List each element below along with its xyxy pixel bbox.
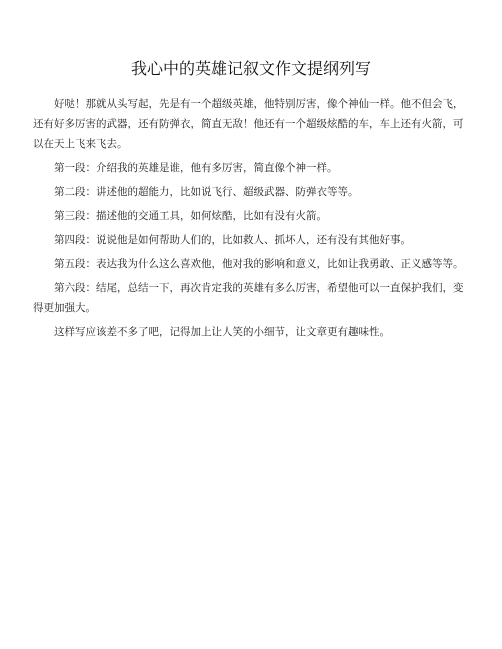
- document-title: 我心中的英雄记叙文作文提纲列写: [130, 59, 371, 78]
- intro-paragraph: 好哒！那就从头写起，先是有一个超级英雄，他特别厉害，像个神仙一样。他不但会飞，还有好多厉害的武器，还有防弹衣，简直无敌！他还有一个超级炫酷的车，车上还有火箭，可以在天上飞来飞去。: [33, 98, 464, 150]
- paragraph-1: 第一段：介绍我的英雄是谁，他有多厉害，简直像个神一样。: [54, 162, 338, 174]
- closing-paragraph: 这样写应该差不多了吧，记得加上让人笑的小细节，让文章更有趣味性。: [54, 326, 390, 338]
- paragraph-4: 第四段：说说他是如何帮助人们的，比如救人、抓坏人，还有没有其他好事。: [54, 234, 411, 246]
- paragraph-6: 第六段：结尾，总结一下，再次肯定我的英雄有多么厉害，希望他可以一直保护我们，变得更加强大。: [33, 282, 464, 314]
- paragraph-2: 第二段：讲述他的超能力，比如说飞行、超级武器、防弹衣等等。: [54, 186, 359, 198]
- paragraph-3: 第三段：描述他的交通工具，如何炫酷，比如有没有火箭。: [54, 210, 327, 222]
- paragraph-5: 第五段：表达我为什么这么喜欢他，他对我的影响和意义，比如让我勇敢、正义感等等。: [54, 258, 464, 270]
